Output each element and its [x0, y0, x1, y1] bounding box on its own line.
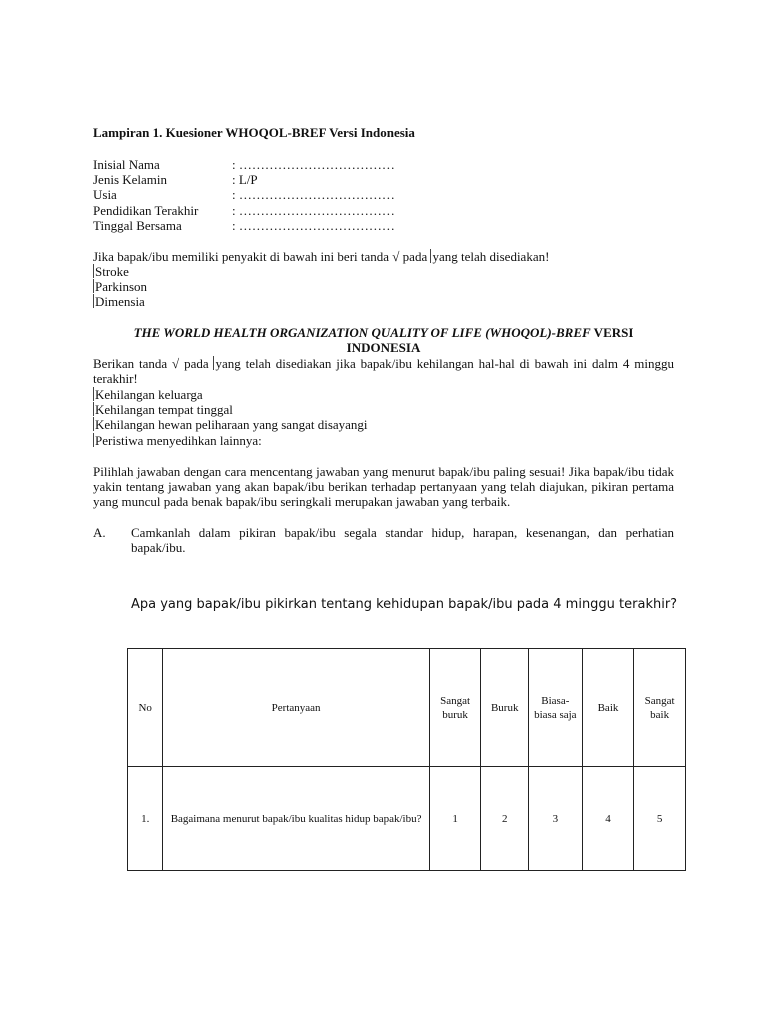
- header-very-bad: Sangat buruk: [429, 649, 481, 767]
- loss-label: Peristiwa menyedihkan lainnya:: [95, 433, 262, 448]
- loss-instruction: [93, 356, 674, 386]
- checkbox[interactable]: [93, 417, 94, 431]
- main-question: Apa yang bapak/ibu pikirkan tentang kehidupan bapak/ibu pada 4 minggu terakhir?: [131, 597, 678, 612]
- loss-label: Kehilangan hewan peliharaan yang sangat disayangi: [95, 417, 368, 432]
- checkbox[interactable]: [93, 402, 94, 416]
- checkbox[interactable]: [93, 279, 94, 293]
- answer-option-2[interactable]: 2: [481, 767, 529, 871]
- disease-item-dimensia[interactable]: [93, 294, 145, 309]
- answer-option-5[interactable]: 5: [634, 767, 686, 871]
- header-good: Baik: [582, 649, 634, 767]
- row-number: 1.: [128, 767, 163, 871]
- answer-option-1[interactable]: 1: [429, 767, 481, 871]
- loss-instruction-a: Berikan tanda √ pada: [93, 356, 214, 371]
- loss-item-home[interactable]: [93, 402, 233, 417]
- header-very-good: Sangat baik: [634, 649, 686, 767]
- loss-item-family[interactable]: [93, 387, 203, 402]
- heading-italic: THE WORLD HEALTH ORGANIZATION QUALITY OF LIFE (WHOQOL)-BREF: [133, 325, 591, 340]
- checkbox[interactable]: [93, 433, 94, 447]
- answer-instruction-paragraph: Pilihlah jawaban dengan cara mencentang jawaban yang menurut bapak/ibu paling sesuai! Jika bapak/ibu tidak yakin tentang jawaban yang akan bapak/ibu berikan terhadap pertanyaan yang telah diajukan, pikiran pertama yang muncul pada benak bapak/ibu seringkali merupakan jawaban yang terbaik.: [93, 464, 674, 509]
- table-row: [128, 767, 686, 871]
- field-value-living-with: : ………………………………: [232, 218, 395, 233]
- field-value-age: : ………………………………: [232, 187, 395, 202]
- page-title: Lampiran 1. Kuesioner WHOQOL-BREF Versi Indonesia: [93, 125, 415, 140]
- field-label-gender: Jenis Kelamin: [93, 172, 168, 187]
- field-label-living-with: Tinggal Bersama: [93, 218, 182, 233]
- answer-option-4[interactable]: 4: [582, 767, 634, 871]
- field-value-gender: : L/P: [232, 172, 258, 187]
- checkbox[interactable]: [93, 294, 94, 308]
- field-value-education: : ………………………………: [232, 203, 395, 218]
- loss-instruction-b: yang telah disediakan jika bapak/ibu kehilangan hal-hal di bawah ini dalm 4 minggu terakhir!: [93, 356, 674, 386]
- section-heading: [93, 325, 674, 340]
- field-value-name: : ………………………………: [232, 157, 395, 172]
- loss-item-pet[interactable]: [93, 417, 368, 432]
- row-question: Bagaimana menurut bapak/ibu kualitas hidup bapak/ibu?: [163, 767, 429, 871]
- heading-rest: VERSI: [590, 325, 634, 340]
- disease-instruction-text: Jika bapak/ibu memiliki penyakit di bawah ini beri tanda √ pada: [93, 249, 431, 264]
- disease-label: Parkinson: [95, 279, 147, 294]
- disease-item-stroke[interactable]: [93, 264, 129, 279]
- disease-label: Dimensia: [95, 294, 145, 309]
- section-a-text: Camkanlah dalam pikiran bapak/ibu segala standar hidup, harapan, kesenangan, dan perhatian bapak/ibu.: [131, 525, 674, 555]
- header-question: Pertanyaan: [163, 649, 429, 767]
- loss-item-other[interactable]: [93, 433, 262, 448]
- disease-instruction: [93, 249, 549, 264]
- answer-option-3[interactable]: 3: [529, 767, 583, 871]
- loss-label: Kehilangan tempat tinggal: [95, 402, 233, 417]
- header-bad: Buruk: [481, 649, 529, 767]
- disease-instruction-tail: yang telah disediakan!: [432, 249, 550, 264]
- header-neutral: Biasa-biasa saja: [529, 649, 583, 767]
- checkbox[interactable]: [93, 264, 94, 278]
- loss-label: Kehilangan keluarga: [95, 387, 203, 402]
- checkbox[interactable]: [93, 387, 94, 401]
- section-heading-line2: INDONESIA: [346, 340, 421, 355]
- field-label-education: Pendidikan Terakhir: [93, 203, 199, 218]
- disease-item-parkinson[interactable]: [93, 279, 147, 294]
- table-header-row: [128, 649, 686, 767]
- field-label-age: Usia: [93, 187, 117, 202]
- header-no: No: [128, 649, 163, 767]
- answer-table: [127, 648, 686, 871]
- disease-label: Stroke: [95, 264, 129, 279]
- section-letter: A.: [93, 525, 106, 540]
- field-label-name: Inisial Nama: [93, 157, 160, 172]
